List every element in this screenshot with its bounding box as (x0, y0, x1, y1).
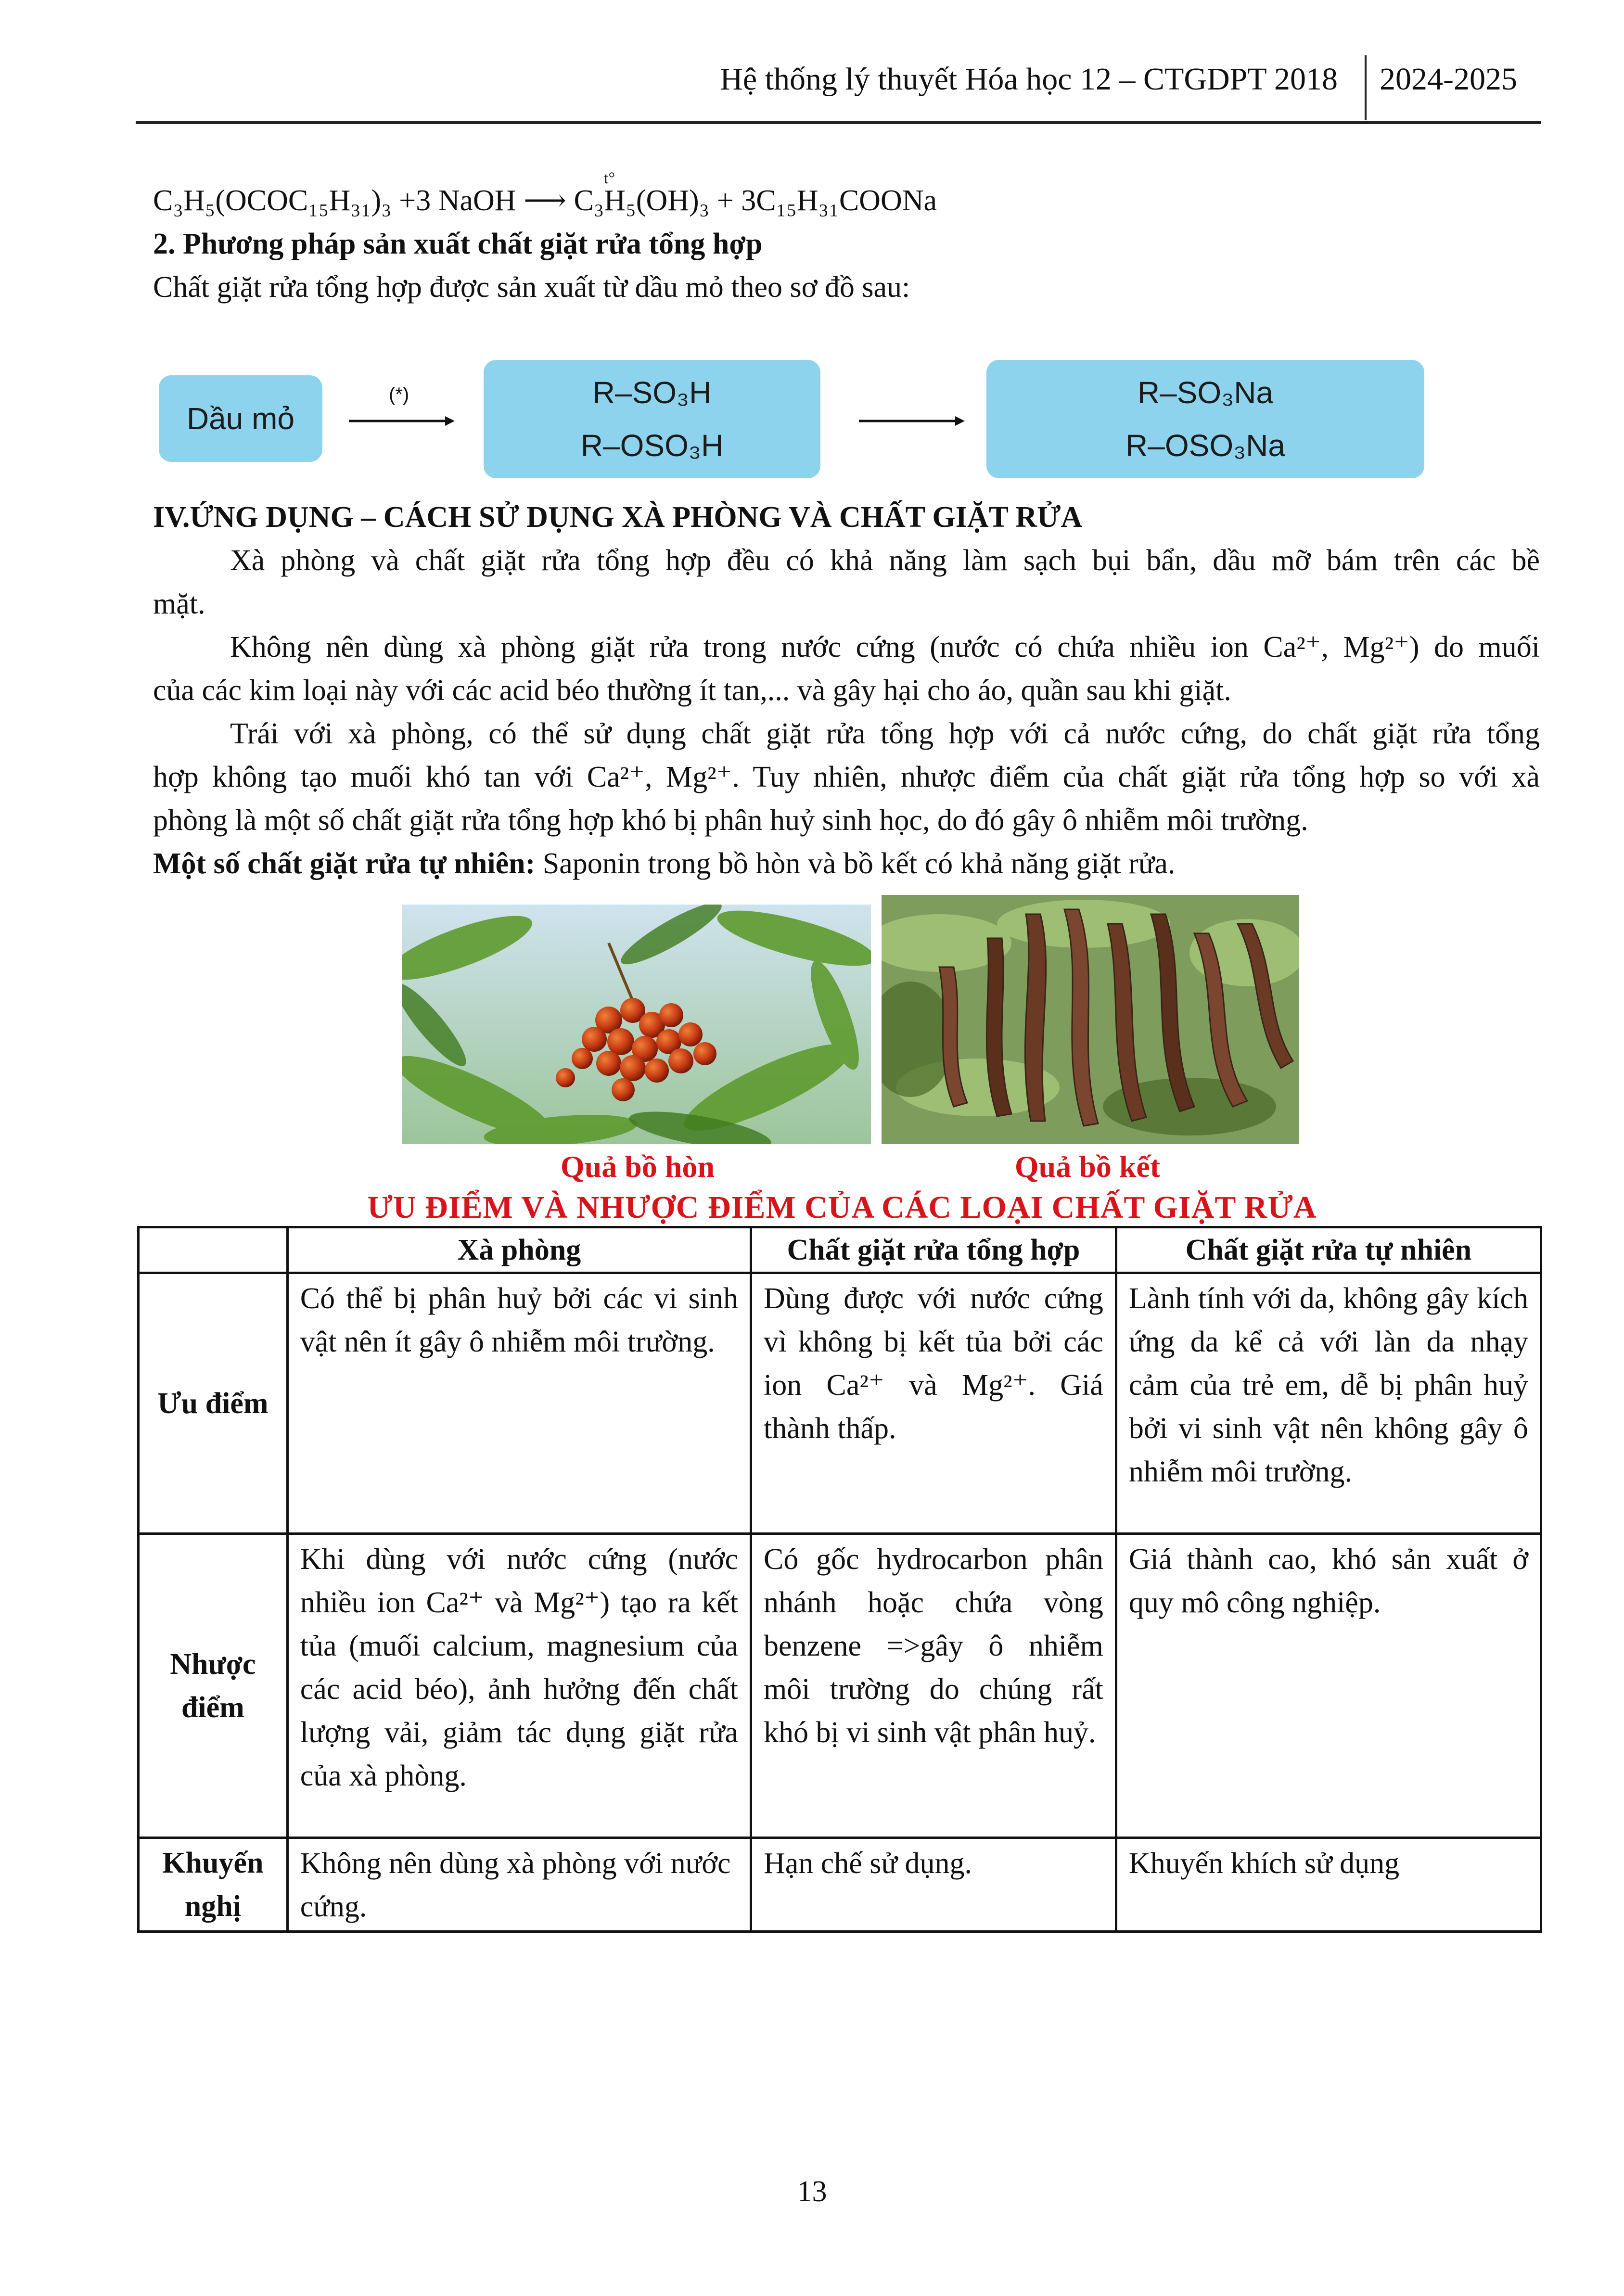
flow-middle-line2: R–OSO₃H (580, 428, 724, 463)
section2-heading: 2. Phương pháp sản xuất chất giặt rửa tổng hợp (153, 228, 763, 260)
table-cell: Lành tính với da, không gây kích ứng da kể cả với làn da nhạy cảm của trẻ em, dễ bị phân huỷ bởi vi sinh vật nên không gây ô nhiễm môi trường. (1116, 1273, 1541, 1534)
paragraph-2-line2: của các kim loại này với các acid béo thường ít tan,... và gây hại cho áo, quần sau khi giặt. (153, 674, 1231, 707)
comparison-table (137, 1226, 1542, 1933)
section4-heading: IV.ỨNG DỤNG – CÁCH SỬ DỤNG XÀ PHÒNG VÀ CHẤT GIẶT RỬA (153, 501, 1083, 534)
table-header-empty (139, 1227, 288, 1273)
flow-box-salts (986, 360, 1424, 478)
header-year: 2024-2025 (1380, 62, 1517, 97)
row-label: Khuyến nghị (139, 1838, 288, 1932)
flow-end-line2: R–OSO₃Na (1125, 428, 1285, 463)
table-header-cell: Chất giặt rửa tổng hợp (751, 1227, 1116, 1273)
table-cell: Không nên dùng xà phòng với nước cứng. (287, 1838, 751, 1932)
flow-start-label: Dầu mỏ (186, 401, 295, 436)
equation (153, 179, 1308, 222)
table-cell: Có thể bị phân huỷ bởi các vi sinh vật nên ít gây ô nhiễm môi trường. (287, 1273, 751, 1534)
equation-text: C₃H₅(OCOC₁₅H₃₁)₃ +3 NaOH ⟶ C₃H₅(OH)₃ + 3C₁₅H₃₁COONa (153, 184, 937, 217)
table-cell: Hạn chế sử dụng. (751, 1838, 1116, 1932)
table-cell: Giá thành cao, khó sản xuất ở quy mô công nghiệp. (1116, 1534, 1541, 1838)
flow-end-line1: R–SO₃Na (1137, 375, 1274, 410)
table-header-cell: Chất giặt rửa tự nhiên (1116, 1227, 1541, 1273)
table-row (139, 1534, 1541, 1838)
bo-hon-photo (402, 905, 871, 1144)
header-title: Hệ thống lý thuyết Hóa học 12 – CTGDPT 2018 (720, 62, 1338, 97)
section2-intro: Chất giặt rửa tổng hợp được sản xuất từ dầu mỏ theo sơ đồ sau: (153, 271, 910, 304)
flow-middle-line1: R–SO₃H (592, 375, 712, 410)
table-cell: Khuyến khích sử dụng (1116, 1838, 1541, 1932)
paragraph-4-text: Saponin trong bồ hòn và bồ kết có khả năng giặt rửa. (535, 847, 1176, 880)
flow-box-start (159, 375, 322, 462)
table-header-row (139, 1227, 1541, 1273)
paragraph-1-line2: mặt. (153, 587, 205, 620)
table-cell: Có gốc hydrocarbon phân nhánh hoặc chứa vòng benzene =>gây ô nhiễm môi trường do chúng rất khó bị vi sinh vật phân huỷ. (751, 1534, 1116, 1838)
paragraph-3-line3: phòng là một số chất giặt rửa tổng hợp khó bị phân huỷ sinh học, do đó gây ô nhiễm môi trường. (153, 804, 1308, 837)
page-number: 13 (797, 2175, 827, 2208)
caption-bo-ket: Quả bồ kết (1014, 1149, 1161, 1184)
paragraph-3-line1: Trái với xà phòng, có thể sử dụng chất giặt rửa tổng hợp với cả nước cứng, do chất giặt rửa tổng (230, 717, 1540, 750)
flow-box-acids (484, 360, 820, 478)
paragraph-4-label: Một số chất giặt rửa tự nhiên: (153, 847, 536, 880)
flow-arrow1-label: (*) (389, 384, 409, 405)
equation-condition: t° (604, 169, 615, 187)
table-title: ƯU ĐIỂM VÀ NHƯỢC ĐIỂM CỦA CÁC LOẠI CHẤT GIẶT RỬA (367, 1190, 1317, 1225)
bo-ket-photo (882, 895, 1299, 1144)
table-cell: Dùng được với nước cứng vì không bị kết tủa bởi các ion Ca²⁺ và Mg²⁺. Giá thành thấp. (751, 1273, 1116, 1534)
arrow-right-icon (349, 414, 455, 428)
arrow-right-icon (859, 414, 965, 428)
paragraph-3-line2: hợp không tạo muối khó tan với Ca²⁺, Mg²⁺. Tuy nhiên, nhược điểm của chất giặt rửa tổng hợp so với xà (153, 761, 1540, 793)
paragraph-2-line1: Không nên dùng xà phòng giặt rửa trong nước cứng (nước có chứa nhiều ion Ca²⁺, Mg²⁺) do muối (230, 631, 1540, 663)
row-label: Ưu điểm (139, 1273, 288, 1534)
row-label: Nhược điểm (139, 1534, 288, 1838)
header-rule (136, 121, 1541, 124)
table-row (139, 1838, 1541, 1932)
paragraph-1-line1: Xà phòng và chất giặt rửa tổng hợp đều có khả năng làm sạch bụi bẩn, dầu mỡ bám trên các bề (230, 544, 1540, 577)
caption-bo-hon: Quả bồ hòn (560, 1149, 715, 1184)
table-row (139, 1273, 1541, 1534)
table-header-cell: Xà phòng (287, 1227, 751, 1273)
paragraph-4 (153, 842, 1539, 885)
table-cell: Khi dùng với nước cứng (nước nhiều ion Ca²⁺ và Mg²⁺) tạo ra kết tủa (muối calcium, magnesium của các acid béo), ảnh hưởng đến chất lượng vải, giảm tác dụng giặt rửa của xà phòng. (287, 1534, 751, 1838)
